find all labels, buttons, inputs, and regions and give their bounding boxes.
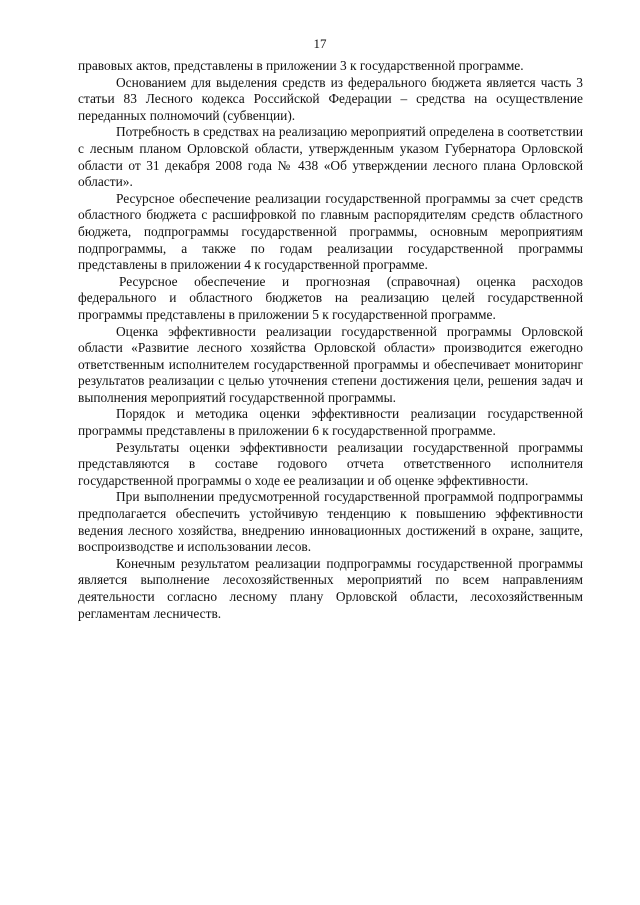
paragraph-3: Потребность в средствах на реализацию мероприятий определена в соответствии с лесным планом Орловской области, утвержденным указом Губернатора Орловской области от 31 декабря 2008 года № 438 «Об утверждении лесного плана Орловской области». [78, 124, 583, 190]
paragraph-2: Основанием для выделения средств из федерального бюджета является часть 3 статьи 83 Лесного кодекса Российской Федерации – средства на осуществление переданных полномочий (субвенции). [78, 74, 583, 123]
paragraph-4: Ресурсное обеспечение реализации государственной программы за счет средств областного бюджета с расшифровкой по главным распорядителям средств областного бюджета, подпрограммы государственной программы, основным мероприятиям подпрограммы, а также по годам реализации государственной программы представлены в приложении 4 к государственной программе. [78, 190, 583, 273]
paragraph-8: Результаты оценки эффективности реализации государственной программы представляются в составе годового отчета ответственного исполнителя государственной программы о ходе ее реализации и об оценке эффективности. [78, 439, 583, 488]
paragraph-1: правовых актов, представлены в приложении 3 к государственной программе. [78, 58, 524, 73]
paragraph-7: Порядок и методика оценки эффективности реализации государственной программы представлены в приложении 6 к государственной программе. [78, 406, 583, 439]
paragraph-6: Оценка эффективности реализации государственной программы Орловской области «Развитие лесного хозяйства Орловской области» производится ежегодно ответственным исполнителем государственной программы и обеспечивает мониторинг результатов реализации с целью уточнения степени достижения цели, решения задач и выполнения мероприятий государственной программы. [78, 323, 583, 405]
page-number: 17 [313, 36, 327, 51]
paragraph-9: При выполнении предусмотренной государственной программой подпрограммы предполагается обеспечить устойчивую тенденцию к повышению эффективности ведения лесного хозяйства, внедрению инновационных достижений в охране, защите, воспроизводстве и использовании лесов. [78, 489, 583, 555]
paragraph-5: Ресурсное обеспечение и прогнозная (справочная) оценка расходов федерального и областного бюджетов на реализацию целей государственной программы представлены в приложении 5 к государственной программе. [78, 273, 583, 322]
paragraph-10: Конечным результатом реализации подпрограммы государственной программы является выполнение лесохозяйственных мероприятий по всем направлениям деятельности согласно лесному плану Орловской области, лесохозяйственным регламентам лесничеств. [78, 555, 583, 621]
body-text [78, 58, 583, 622]
